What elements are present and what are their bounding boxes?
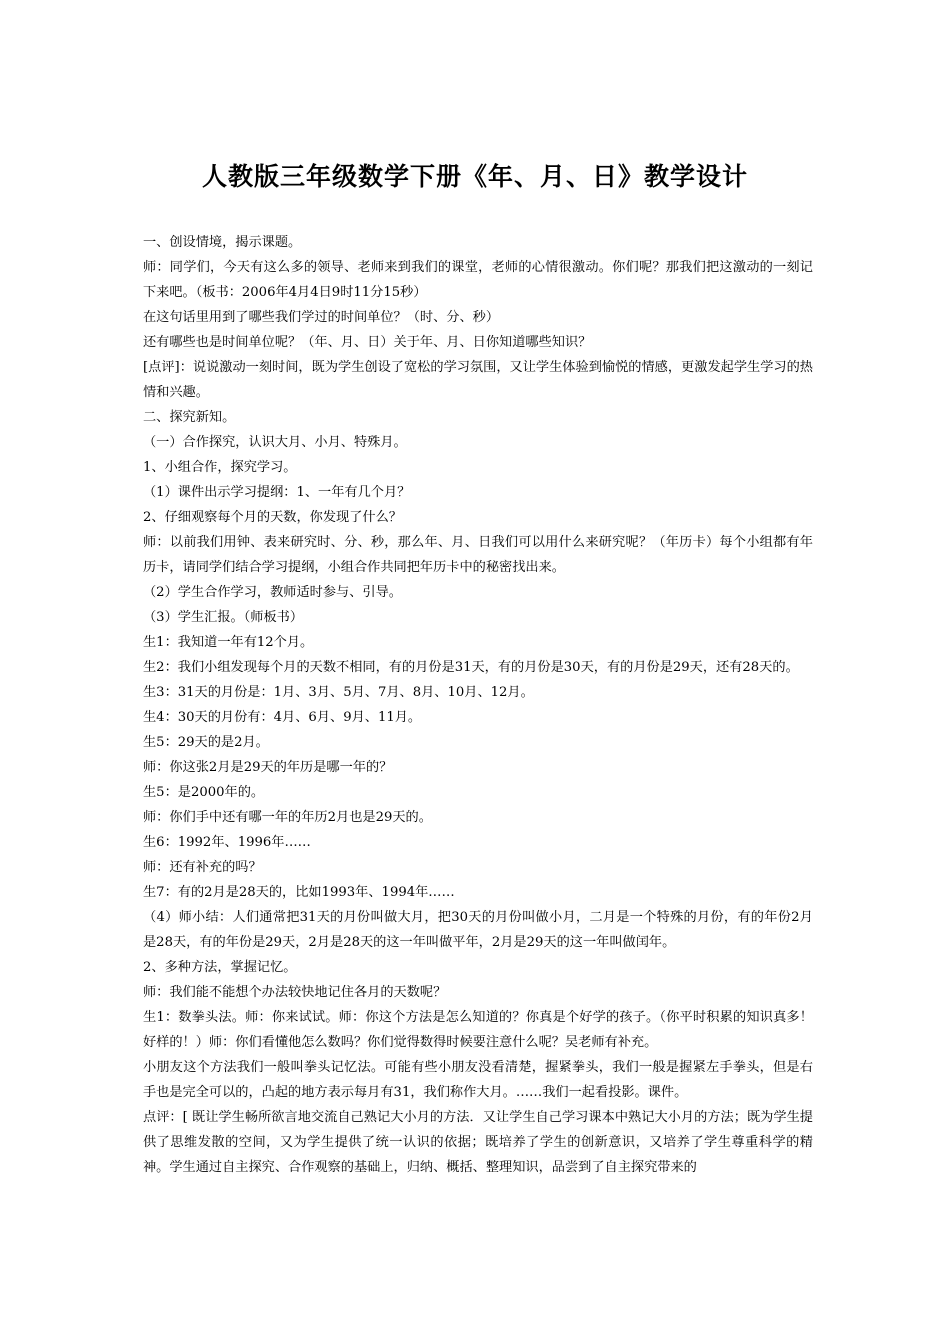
paragraph: 2、仔细观察每个月的天数，你发现了什么？ xyxy=(143,510,402,525)
paragraph: [点评]：说说激动一刻时间，既为学生创设了宽松的学习氛围，又让学生体验到愉悦的情感，更激发起学生学习的热情和兴趣。 xyxy=(143,360,813,400)
paragraph: 生1：我知道一年有12个月。 xyxy=(143,635,314,650)
paragraph: 点评：[ 既让学生畅所欲言地交流自己熟记大小月的方法．又让学生自己学习课本中熟记大小月的方法；既为学生提供了思维发散的空间，又为学生提供了统一认识的依据；既培养了学生的创新意识，又培养了学生尊重科学的精神。学生通过自主探究、合作观察的基础上，归纳、概括、整理知识，品尝到了自主探究带来的 xyxy=(143,1110,813,1175)
document-title: 人教版三年级数学下册《年、月、日》教学设计 xyxy=(201,162,748,191)
paragraph: 1、小组合作，探究学习。 xyxy=(143,460,297,475)
paragraph: 师：你这张2月是29天的年历是哪一年的？ xyxy=(143,760,393,775)
paragraph: 小朋友这个方法我们一般叫拳头记忆法。可能有些小朋友没看清楚，握紧拳头，我们一般是握紧左手拳头，但是右手也是完全可以的，凸起的地方表示每月有31，我们称作大月。……我们一起看投影。课件。 xyxy=(143,1060,813,1100)
paragraph: 师：以前我们用钟、表来研究时、分、秒，那么年、月、日我们可以用什么来研究呢？（年历卡）每个小组都有年历卡，请同学们结合学习提纲，小组合作共同把年历卡中的秘密找出来。 xyxy=(143,535,813,575)
paragraph: 生3：31天的月份是：1月、3月、5月、7月、8月、10月、12月。 xyxy=(143,685,534,700)
paragraph: （1）课件出示学习提纲：1、一年有几个月？ xyxy=(143,485,411,500)
paragraph: 生5：29天的是2月。 xyxy=(143,735,269,750)
paragraph: 生4：30天的月份有：4月、6月、9月、11月。 xyxy=(143,710,422,725)
paragraph: 还有哪些也是时间单位呢？（年、月、日）关于年、月、日你知道哪些知识？ xyxy=(143,335,592,350)
paragraph: 师：你们手中还有哪一年的年历2月也是29天的。 xyxy=(143,810,432,825)
paragraph: 在这句话里用到了哪些我们学过的时间单位？（时、分、秒） xyxy=(143,310,500,325)
paragraph: 生1：数拳头法。师：你来试试。师：你这个方法是怎么知道的？你真是个好学的孩子。（你平时积累的知识真多！好样的！）师：你们看懂他怎么数吗？你们觉得数得时候要注意什么呢？吴老师有补充。 xyxy=(143,1010,813,1050)
paragraph: 一、创设情境，揭示课题。 xyxy=(143,235,302,250)
paragraph: 师：同学们，今天有这么多的领导、老师来到我们的课堂，老师的心情很激动。你们呢？那我们把这激动的一刻记下来吧。（板书：2006年4月4日9时11分15秒） xyxy=(143,260,813,300)
paragraph: 生5：是2000年的。 xyxy=(143,785,265,800)
paragraph: 生7：有的2月是28天的，比如1993年、1994年…… xyxy=(143,885,455,900)
paragraph: 生2：我们小组发现每个月的天数不相同，有的月份是31天，有的月份是30天，有的月份是29天，还有28天的。 xyxy=(143,660,799,675)
paragraph: （3）学生汇报。（师板书） xyxy=(143,610,304,625)
paragraph: 二、探究新知。 xyxy=(143,410,236,425)
paragraph: 2、多种方法，掌握记忆。 xyxy=(143,960,297,975)
paragraph: （4）师小结：人们通常把31天的月份叫做大月，把30天的月份叫做小月，二月是一个特殊的月份，有的年份2月是28天，有的年份是29天，2月是28天的这一年叫做平年，2月是29天的这一年叫做闰年。 xyxy=(143,910,813,950)
paragraph: （一）合作探究，认识大月、小月、特殊月。 xyxy=(143,435,407,450)
paragraph: 师：还有补充的吗？ xyxy=(143,860,262,875)
paragraph: 生6：1992年、1996年…… xyxy=(143,835,311,850)
paragraph: （2）学生合作学习，教师适时参与、引导。 xyxy=(143,585,402,600)
document-body xyxy=(143,230,813,1180)
paragraph: 师：我们能不能想个办法较快地记住各月的天数呢？ xyxy=(143,985,447,1000)
